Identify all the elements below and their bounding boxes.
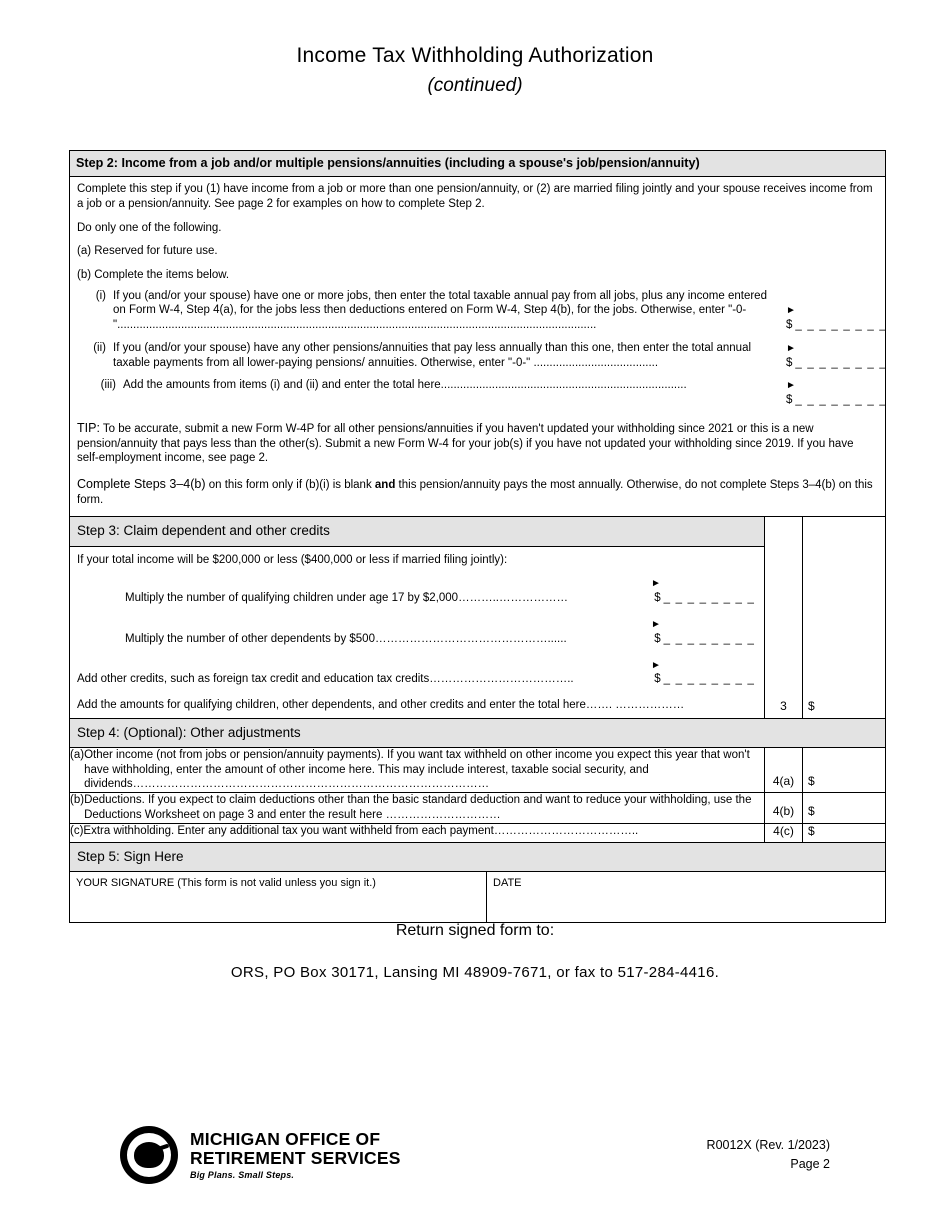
ors-logo-icon bbox=[120, 1126, 178, 1184]
page-number: Page 2 bbox=[790, 1156, 830, 1171]
step3-line-1 bbox=[77, 576, 757, 606]
signature-field[interactable] bbox=[70, 872, 487, 922]
step2-item-iii-label: (iii) bbox=[100, 379, 116, 392]
step4-row-a bbox=[70, 748, 885, 792]
step4-row-b-text: Deductions. If you expect to claim deductions other than the basic standard deduction and want to reduce your withholding, use the Deductions Worksheet on page 3 and enter the result here ………………………… bbox=[84, 794, 752, 821]
step3-line-3-amount[interactable] bbox=[645, 658, 757, 688]
return-address: ORS, PO Box 30171, Lansing MI 48909-7671, or fax to 517-284-4416. bbox=[230, 964, 720, 981]
amount-blank: _ _ _ _ _ _ _ _ bbox=[663, 632, 756, 645]
step2-item-b: (b) Complete the items below. bbox=[77, 268, 230, 281]
amount-blank: _ _ _ _ _ _ _ _ bbox=[795, 356, 887, 369]
step3-section bbox=[70, 516, 885, 717]
step3-body bbox=[70, 547, 764, 718]
tip-label: TIP: bbox=[77, 420, 100, 435]
step2-item-a: (a) Reserved for future use. bbox=[77, 245, 218, 258]
complete-text-2: this pension/annuity pays the most annually. Otherwise, do not complete Steps 3–4(b) on this form. bbox=[77, 479, 873, 506]
step2-item-i-amount[interactable] bbox=[782, 303, 887, 333]
step3-line-4-text: Add the amounts for qualifying children, other dependents, and other credits and enter the total here……. ……………… bbox=[77, 699, 685, 712]
step2-item-i bbox=[77, 289, 887, 333]
complete-text-1: on this form only if (b)(i) is blank bbox=[205, 479, 375, 492]
arrow-icon: ► bbox=[786, 305, 796, 317]
footer bbox=[0, 1126, 950, 1206]
step4-row-a-number: 4(a) bbox=[765, 748, 803, 792]
form-container bbox=[69, 150, 886, 923]
arrow-icon: ► bbox=[651, 578, 661, 590]
amount-blank: _ _ _ _ _ _ _ _ bbox=[795, 394, 887, 407]
logo-line-2: RETIREMENT SERVICES bbox=[190, 1148, 401, 1168]
step4-row-b-amount[interactable]: $ bbox=[808, 804, 815, 819]
footer-meta bbox=[707, 1136, 830, 1174]
step4-row-a-amount[interactable]: $ bbox=[808, 773, 815, 788]
currency-symbol: $ bbox=[654, 592, 661, 605]
arrow-icon: ► bbox=[786, 342, 796, 354]
currency-symbol: $ bbox=[786, 394, 793, 407]
step2-intro: Complete this step if you (1) have income from a job or more than one pension/annuity, or (2) are married filing jointly and your spouse receives income from a job or a pension/annuity. See page 2 for examples on how to complete Step 2. bbox=[77, 183, 873, 210]
amount-blank: _ _ _ _ _ _ _ _ bbox=[663, 673, 756, 686]
tip-text: To be accurate, submit a new Form W-4P for all other pensions/annuities if you haven't updated your withholding since 2021 or this is a new pension/annuity that pays less than the other(s). Submit a new Form W-4 for your job(s) if you have not updated your withholding since 2019. If you have self-employment income, see page 2. bbox=[77, 422, 854, 465]
arrow-icon: ► bbox=[651, 659, 661, 671]
complete-steps-label: Complete Steps 3–4(b) bbox=[77, 477, 206, 492]
return-block bbox=[0, 922, 950, 981]
currency-symbol: $ bbox=[654, 632, 661, 645]
step3-line-1-text: Multiply the number of qualifying children under age 17 by $2,000………..……………… bbox=[125, 592, 568, 605]
step3-line-3-text: Add other credits, such as foreign tax credit and education tax credits……………………………….. bbox=[77, 673, 574, 686]
form-number: R0012X (Rev. 1/2023) bbox=[706, 1138, 830, 1152]
step4-row-c-amount[interactable]: $ bbox=[808, 823, 815, 838]
ors-logo bbox=[120, 1126, 401, 1184]
date-label: DATE bbox=[493, 877, 522, 890]
step4-header: Step 4: (Optional): Other adjustments bbox=[70, 719, 885, 748]
complete-and: and bbox=[374, 479, 396, 492]
step3-row-amount[interactable]: $ bbox=[808, 699, 815, 714]
step2-item-ii-amount[interactable] bbox=[782, 341, 887, 371]
arrow-icon: ► bbox=[786, 380, 796, 392]
step2-tip bbox=[77, 420, 878, 466]
step3-line-2 bbox=[77, 617, 757, 647]
step2-item-i-text: If you (and/or your spouse) have one or more jobs, then enter the total taxable annual pay from all jobs, plus any income entered on Form W-4, Step 4(a), for the jobs less then deductions entered on Form W-4, Step 4(b), for the jobs. Otherwise, enter "-0-"...................................................................................................................................................... bbox=[113, 289, 767, 332]
step4-row-c-text: Extra withholding. Enter any additional tax you want withheld from each payment……………………………….. bbox=[83, 824, 639, 837]
step4-row-c bbox=[70, 823, 885, 842]
page-title: Income Tax Withholding Authorization bbox=[296, 44, 654, 67]
step3-line-1-amount[interactable] bbox=[645, 576, 757, 606]
step2-complete-note bbox=[77, 476, 878, 507]
title-block bbox=[0, 0, 950, 97]
currency-symbol: $ bbox=[654, 673, 661, 686]
step2-item-i-label: (i) bbox=[95, 289, 106, 302]
step2-header: Step 2: Income from a job and/or multiple pensions/annuities (including a spouse's job/pension/annuity) bbox=[70, 151, 885, 177]
step2-item-ii-text: If you (and/or your spouse) have any other pensions/annuities that pay less annually than this one, then enter the total annual taxable payments from all lower-paying pensions/ annuities. Otherwise, enter "-0-" ....................................... bbox=[113, 341, 752, 369]
amount-blank: _ _ _ _ _ _ _ _ bbox=[795, 319, 887, 332]
logo-line-1: MICHIGAN OFFICE OF bbox=[190, 1129, 381, 1150]
return-title: Return signed form to: bbox=[395, 922, 555, 939]
step4-row-c-number: 4(c) bbox=[765, 824, 803, 842]
step2-do-only: Do only one of the following. bbox=[77, 221, 222, 234]
step3-left bbox=[70, 517, 765, 717]
signature-label: YOUR SIGNATURE (This form is not valid unless you sign it.) bbox=[76, 877, 376, 890]
step2-item-iii bbox=[77, 378, 887, 408]
step3-header: Step 3: Claim dependent and other credits bbox=[70, 517, 764, 546]
step4-row-b-number: 4(b) bbox=[765, 793, 803, 822]
logo-tagline: Big Plans. Small Steps. bbox=[190, 1169, 295, 1180]
step3-row-number: 3 bbox=[765, 517, 803, 717]
arrow-icon: ► bbox=[651, 618, 661, 630]
step2-item-iii-text: Add the amounts from items (i) and (ii) and enter the total here............................................................................. bbox=[123, 379, 687, 392]
step3-line-3 bbox=[77, 658, 757, 688]
step3-intro: If your total income will be $200,000 or less ($400,000 or less if married filing jointly): bbox=[77, 553, 508, 566]
step3-line-2-amount[interactable] bbox=[645, 617, 757, 647]
step4-row-b bbox=[70, 792, 885, 822]
signature-row bbox=[70, 872, 885, 922]
step3-line-2-text: Multiply the number of other dependents by $500………………………………………...... bbox=[125, 632, 567, 645]
currency-symbol: $ bbox=[786, 319, 793, 332]
page-subtitle: (continued) bbox=[427, 75, 523, 96]
step4-row-b-label: (b) bbox=[70, 794, 85, 807]
step2-item-ii bbox=[77, 341, 887, 371]
step4-row-a-label: (a) bbox=[70, 749, 85, 761]
step5-header: Step 5: Sign Here bbox=[70, 842, 885, 872]
currency-symbol: $ bbox=[786, 356, 793, 369]
step4-row-c-label: (c) bbox=[70, 824, 84, 837]
step2-item-ii-label: (ii) bbox=[93, 341, 106, 354]
step2-body bbox=[70, 177, 885, 516]
step2-item-iii-amount[interactable] bbox=[782, 378, 887, 408]
amount-blank: _ _ _ _ _ _ _ _ bbox=[663, 592, 756, 605]
step4-row-a-text: Other income (not from jobs or pension/annuity payments). If you want tax withheld on other income you expect this year that won't have withholding, enter the amount of other income here. This may include interest, taxable social security, and dividends………………………………………………………………………………… bbox=[84, 749, 750, 791]
date-field[interactable] bbox=[487, 872, 885, 922]
